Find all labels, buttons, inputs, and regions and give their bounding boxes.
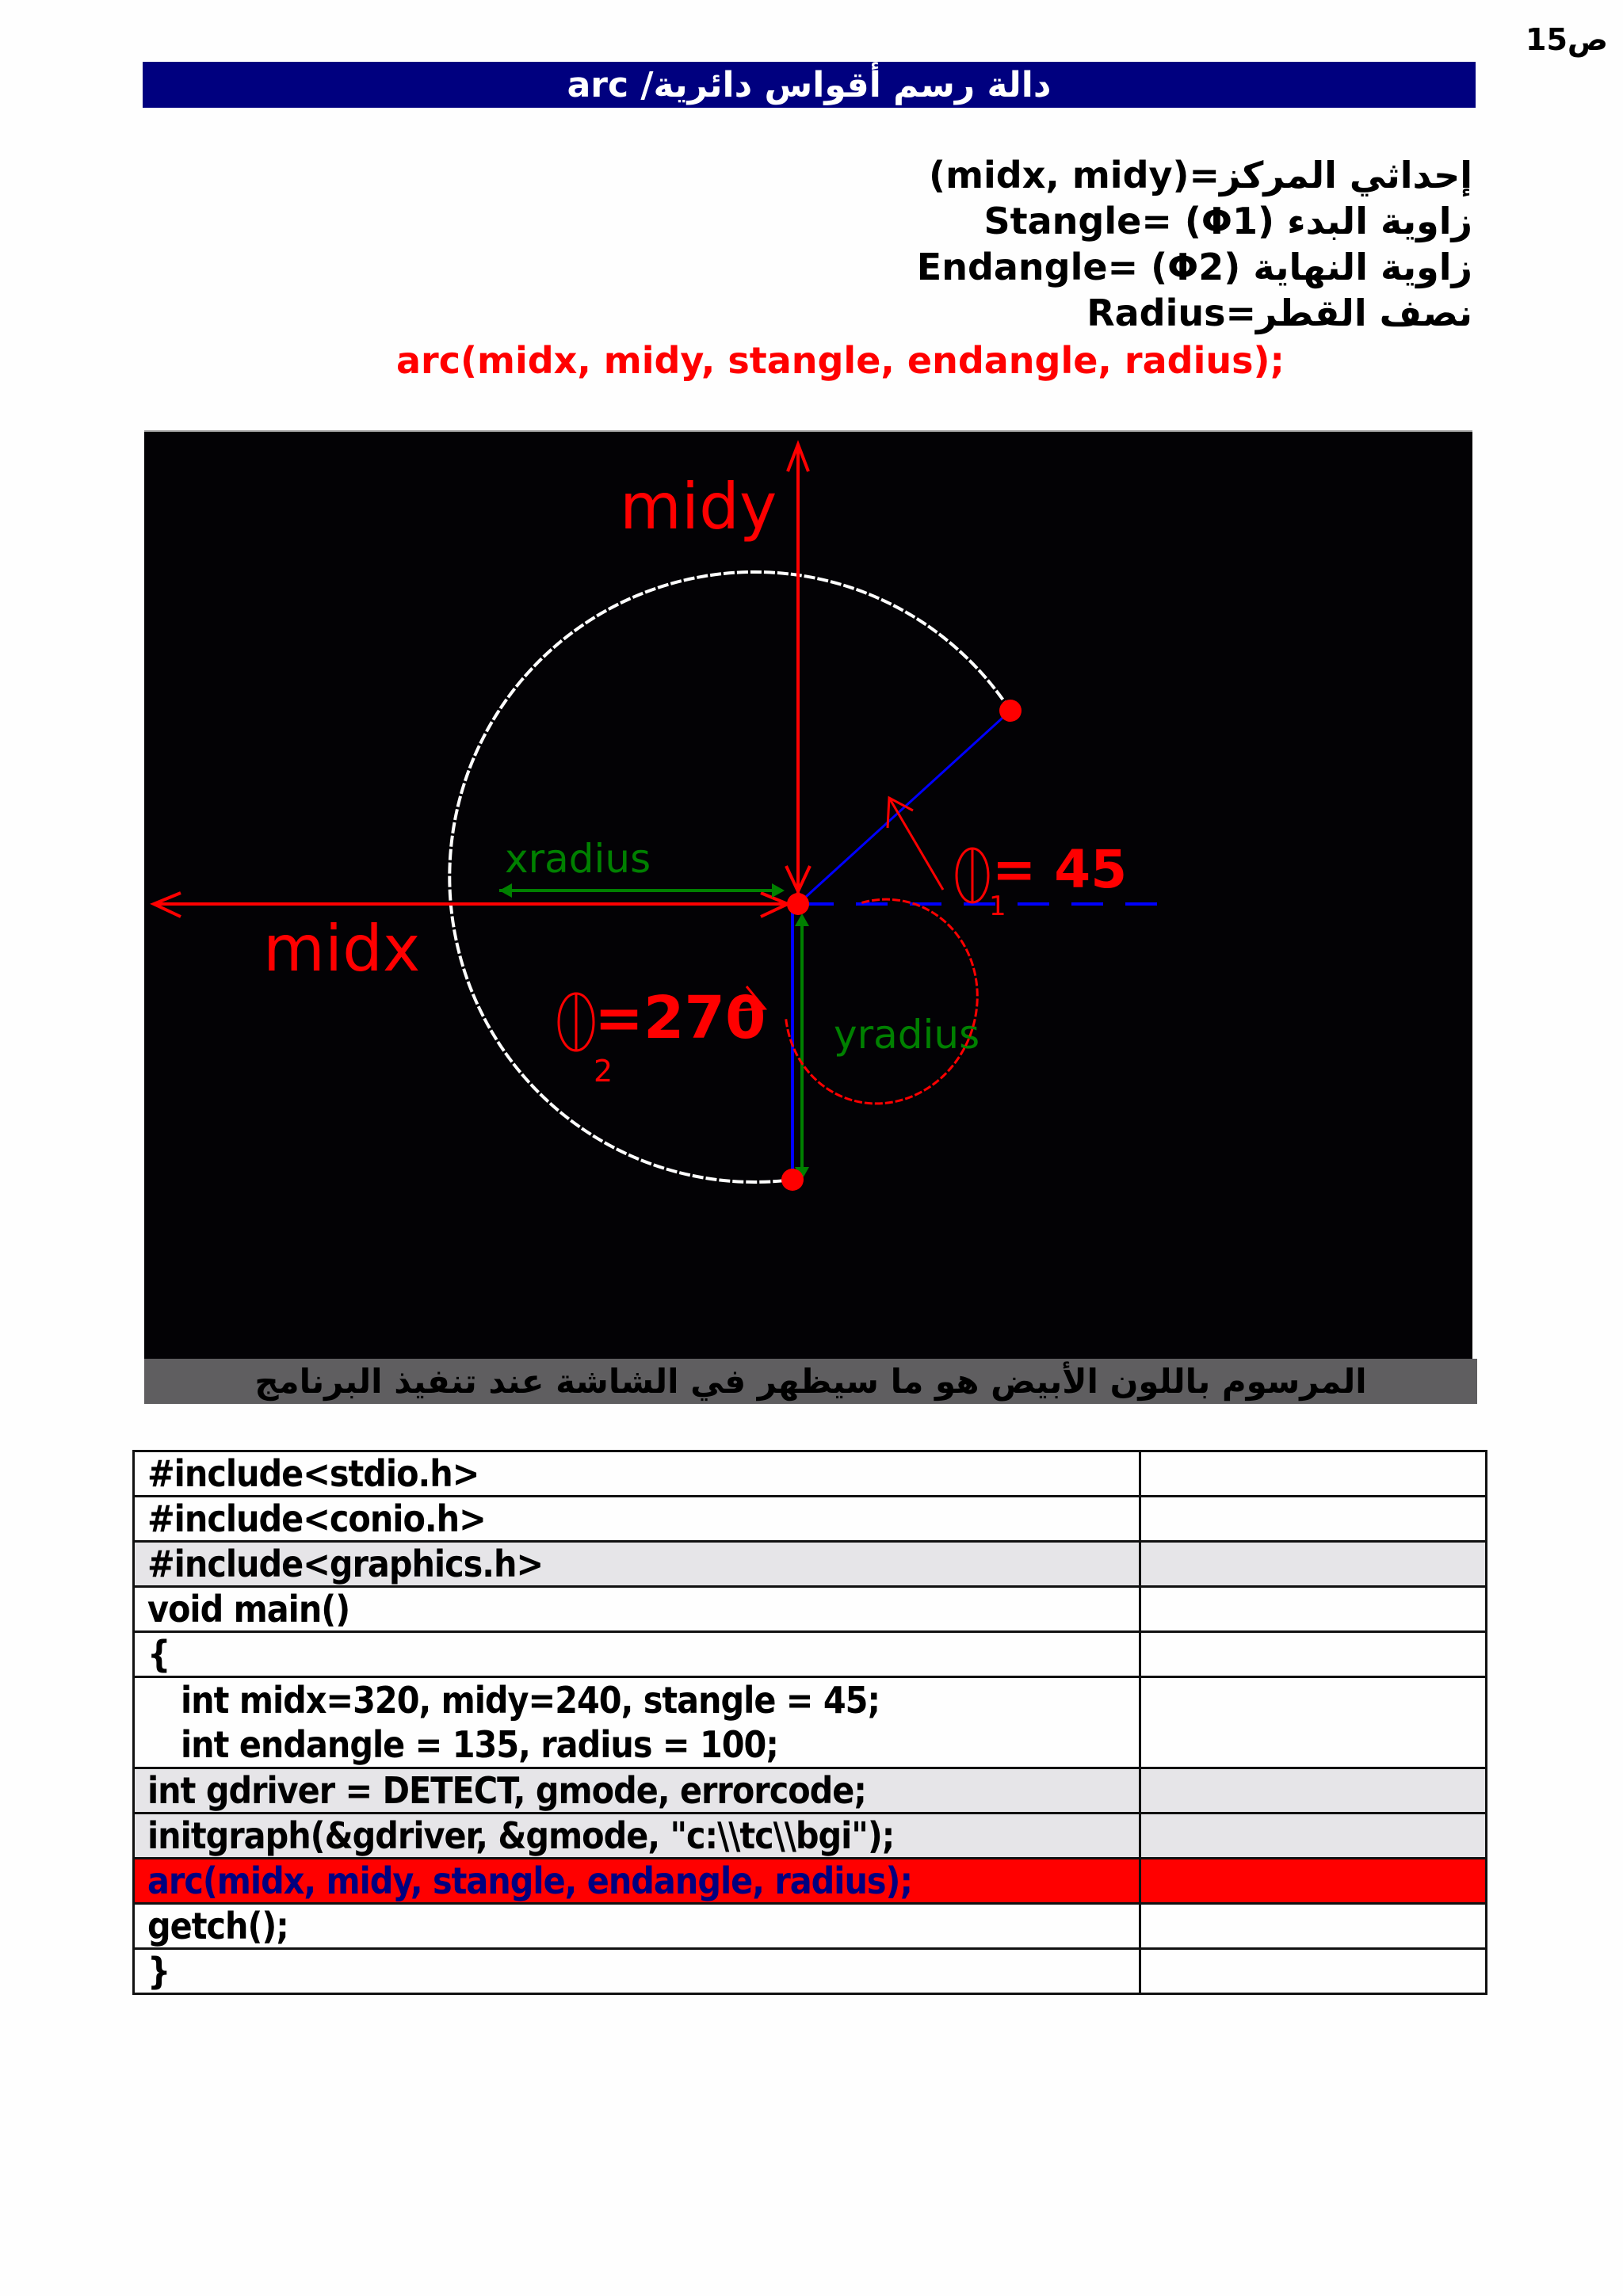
parameter-definitions <box>917 152 1472 336</box>
code-line: int endangle = 135, radius = 100; <box>181 1723 778 1766</box>
code-line: void main() <box>134 1587 1140 1632</box>
phi1-value: = 45 <box>992 839 1128 900</box>
notes-cell <box>1140 1587 1487 1632</box>
code-line: arc(midx, midy, stangle, endangle, radius); <box>134 1859 1140 1904</box>
notes-cell <box>1140 1677 1487 1768</box>
end-point <box>781 1169 804 1191</box>
code-line: int gdriver = DETECT, gmode, errorcode; <box>134 1768 1140 1814</box>
function-signature: arc(midx, midy, stangle, endangle, radius); <box>396 339 1285 382</box>
code-row-highlighted <box>134 1859 1487 1904</box>
notes-cell <box>1140 1768 1487 1814</box>
notes-cell <box>1140 1542 1487 1587</box>
code-row <box>134 1814 1487 1859</box>
code-row <box>134 1497 1487 1542</box>
yradius-label: yradius <box>834 1012 980 1058</box>
code-row <box>134 1949 1487 1994</box>
start-radius-line <box>798 711 1010 904</box>
code-line-group <box>134 1677 1140 1768</box>
phi2-value: =270 <box>594 984 766 1052</box>
code-line: int midx=320, midy=240, stangle = 45; <box>181 1679 880 1722</box>
notes-cell <box>1140 1859 1487 1904</box>
definition-radius: نصف القطر=Radius <box>1086 292 1472 334</box>
notes-cell <box>1140 1904 1487 1949</box>
xradius-label: xradius <box>505 836 651 882</box>
code-row <box>134 1451 1487 1497</box>
phi1-pointer <box>889 798 943 890</box>
code-line: #include<conio.h> <box>134 1497 1140 1542</box>
code-line: #include<graphics.h> <box>134 1542 1140 1587</box>
diagram-caption <box>144 1359 1477 1404</box>
phi2-subscript: 2 <box>594 1054 613 1089</box>
notes-cell <box>1140 1949 1487 1994</box>
start-point <box>999 700 1022 722</box>
page-number: ص15 <box>1526 22 1609 57</box>
notes-cell <box>1140 1451 1487 1497</box>
phi1-subscript: 1 <box>989 891 1006 922</box>
center-point <box>787 893 809 915</box>
code-table <box>132 1450 1487 1995</box>
definition-center: إحداثي المركز=(midx, midy) <box>929 154 1472 196</box>
section-title-bar <box>143 62 1476 108</box>
definition-stangle: زاوية البدء (Φ1) =Stangle <box>983 200 1472 242</box>
code-row <box>134 1632 1487 1677</box>
section-title: دالة رسم أقواس دائرية/ arc <box>567 64 1052 105</box>
code-row <box>134 1542 1487 1587</box>
notes-cell <box>1140 1497 1487 1542</box>
definition-endangle: زاوية النهاية (Φ2) =Endangle <box>916 246 1472 288</box>
code-row <box>134 1677 1487 1768</box>
code-line: getch(); <box>134 1904 1140 1949</box>
code-line: } <box>134 1949 1140 1994</box>
code-row <box>134 1768 1487 1814</box>
caption-text: المرسوم باللون الأبيض هو ما سيظهر في الشاشة عند تنفيذ البرنامج <box>254 1362 1367 1401</box>
arc-diagram <box>144 430 1472 1360</box>
midy-label: midy <box>620 470 777 543</box>
notes-cell <box>1140 1632 1487 1677</box>
code-line: initgraph(&gdriver, &gmode, "c:\\tc\\bgi"); <box>134 1814 1140 1859</box>
notes-cell <box>1140 1814 1487 1859</box>
midx-label: midx <box>263 912 421 986</box>
code-line: { <box>134 1632 1140 1677</box>
code-row <box>134 1587 1487 1632</box>
code-row <box>134 1904 1487 1949</box>
code-line: #include<stdio.h> <box>134 1451 1140 1497</box>
